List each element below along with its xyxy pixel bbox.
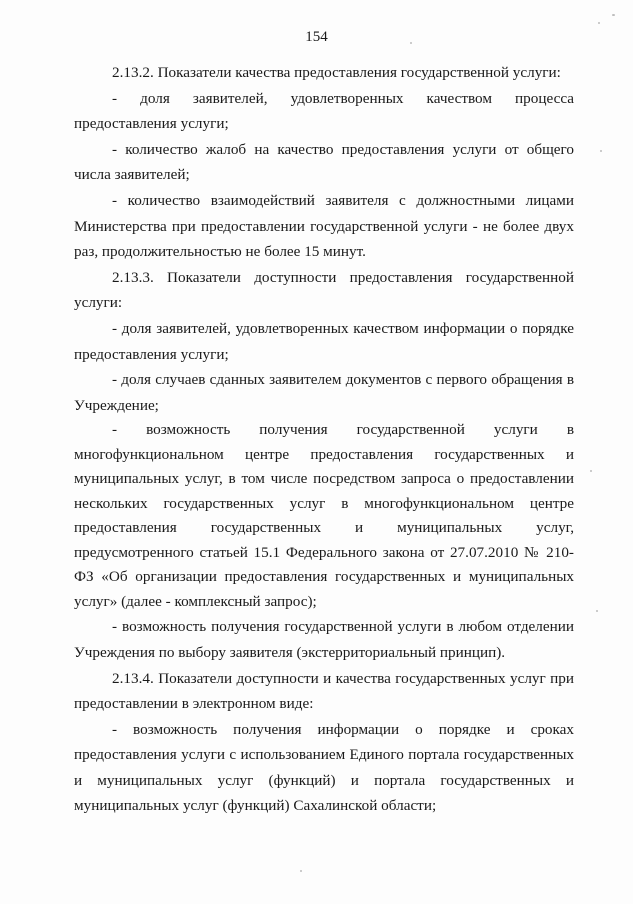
scan-speck bbox=[300, 870, 302, 872]
list-item-information-quality: - доля заявителей, удовлетворенных качеством информации о порядке предоставления услуги; bbox=[74, 319, 574, 363]
list-item-interactions-count: - количество взаимодействий заявителя с должностными лицами Министерства при предоставлении государственной услуги - не более двух раз, продолжительностью не более 15 минут. bbox=[74, 191, 574, 261]
document-body bbox=[74, 60, 574, 819]
scan-speck bbox=[590, 470, 592, 472]
scan-speck bbox=[612, 14, 615, 16]
paragraph-2-13-3-heading: 2.13.3. Показатели доступности предоставления государственной услуги: bbox=[74, 268, 574, 312]
page-number: 154 bbox=[305, 29, 328, 45]
scan-speck bbox=[600, 150, 602, 152]
list-item-extraterritorial: - возможность получения государственной услуги в любом отделении Учреждения по выбору заявителя (экстерриториальный принцип). bbox=[74, 618, 574, 661]
scan-speck bbox=[410, 42, 412, 44]
scan-speck bbox=[596, 610, 598, 612]
list-item-mfc-possibility: - возможность получения государственной услуги в многофункциональном центре предоставления государственных и муниципальных услуг, в том числе посредством запроса о предоставлении нескольких государственных услуг в многофункциональном центре предоставления государственных и муниципальных услуг, предусмотренного статьей 15.1 Федерального закона от 27.07.2010 № 210-ФЗ «Об организации предоставления государственных и муниципальных услуг» (далее - комплексный запрос); bbox=[74, 421, 574, 610]
paragraph-2-13-2-heading: 2.13.2. Показатели качества предоставления государственной услуги: bbox=[112, 64, 561, 81]
list-item-portal-information: - возможность получения информации о порядке и сроках предоставления услуги с использованием Единого портала государственных и муниципальных услуг (функций) и портала государственных и муниципальных услуг (функций) Сахалинской области; bbox=[74, 720, 574, 815]
scan-speck bbox=[598, 22, 600, 24]
list-item-satisfied-applicants: - доля заявителей, удовлетворенных качеством процесса предоставления услуги; bbox=[74, 89, 574, 133]
list-item-complaints-count: - количество жалоб на качество предоставления услуги от общего числа заявителей; bbox=[74, 140, 574, 184]
list-item-first-submission: - доля случаев сданных заявителем документов с первого обращения в Учреждение; bbox=[74, 371, 574, 414]
paragraph-2-13-4-heading: 2.13.4. Показатели доступности и качества государственных услуг при предоставлении в электронном виде: bbox=[74, 669, 574, 713]
